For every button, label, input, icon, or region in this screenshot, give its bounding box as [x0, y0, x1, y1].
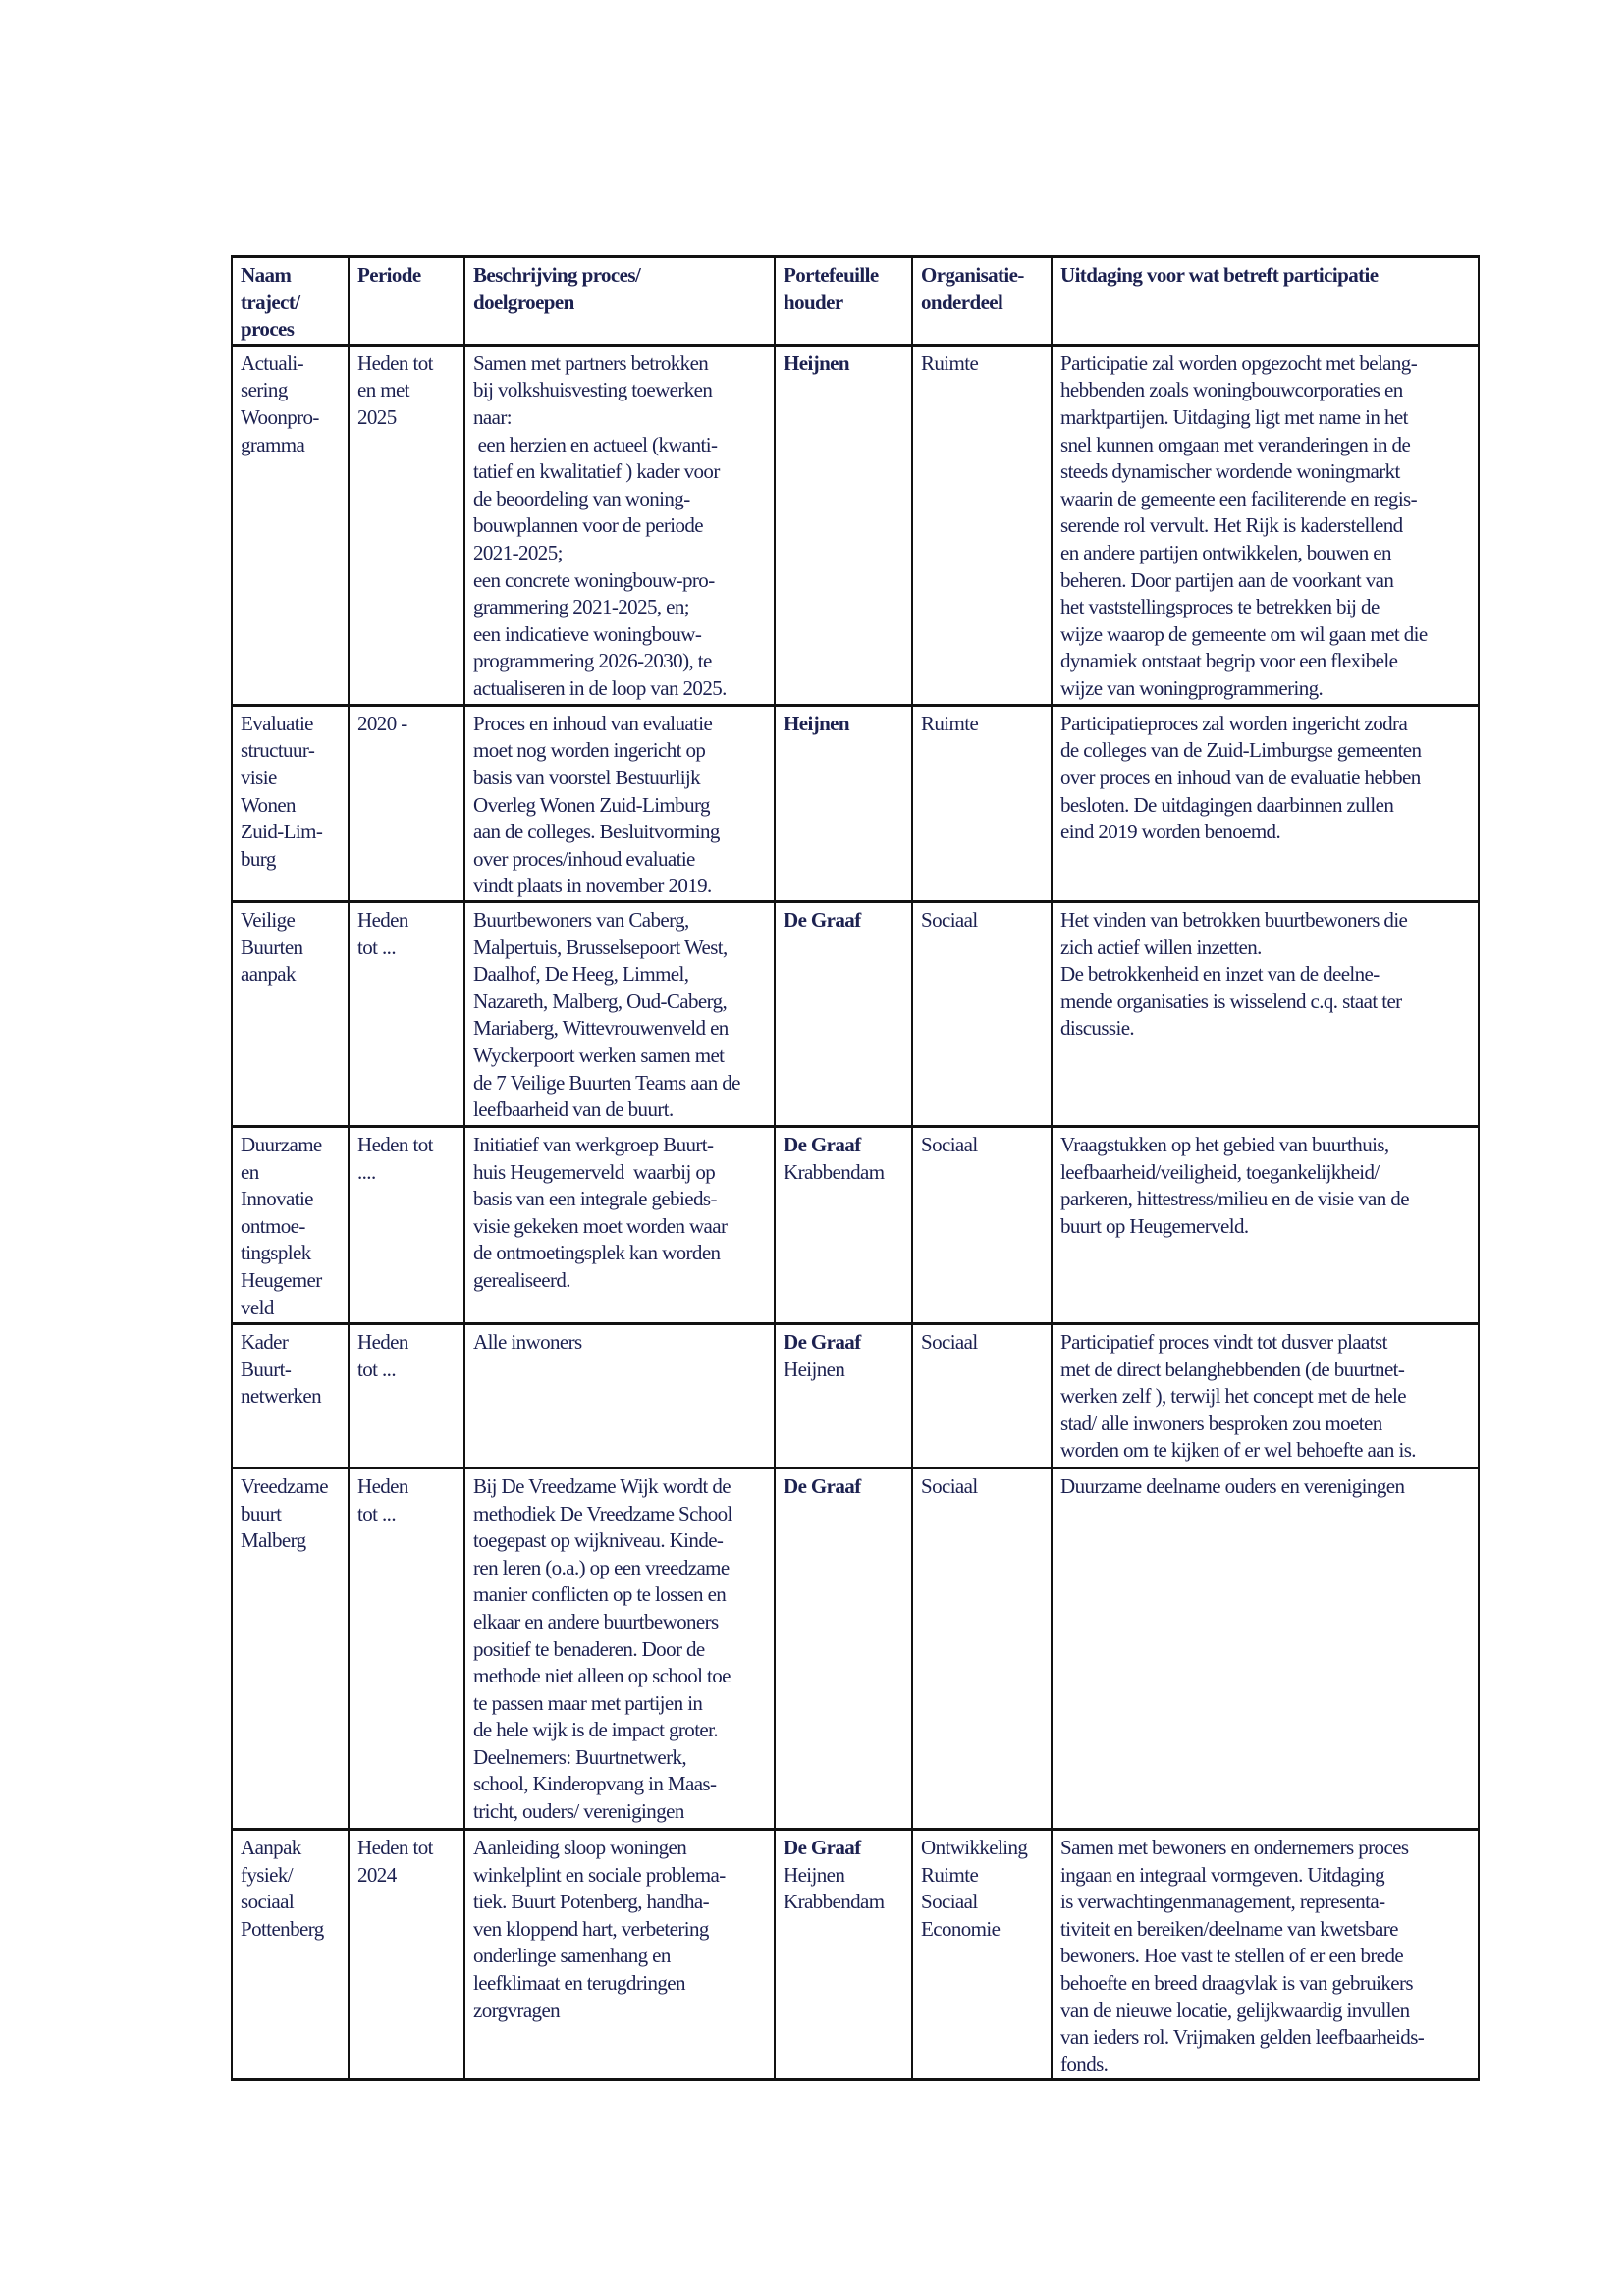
table-row — [232, 1126, 1479, 1323]
cell-beschrijving: Bij De Vreedzame Wijk wordt de methodiek De Vreedzame School toegepast op wijkniveau. Kinde- ren leren (o.a.) op een vreedzame manier conflicten op te lossen en elkaar en andere buurtbewoners positief te benaderen. Door de methode niet alleen op school toe te passen maar met partijen in de hele wijk is de impact groter. Deelnemers: Buurtnetwerk, school, Kinderopvang in Maas- tricht, ouders/ verenigingen — [464, 1468, 775, 1829]
cell-portefeuillehouder — [775, 1829, 912, 2079]
portefeuillehouder-primary: De Graaf — [784, 1329, 861, 1354]
table-row — [232, 1468, 1479, 1829]
cell-organisatieonderdeel: Sociaal — [912, 1126, 1052, 1323]
header-periode: Periode — [349, 257, 464, 346]
cell-uitdaging: Het vinden van betrokken buurtbewoners die zich actief willen inzetten. De betrokkenheid en inzet van de deelne- mende organisaties is wisselend c.q. staat ter discussie. — [1052, 901, 1479, 1126]
portefeuillehouder-primary: Heijnen — [784, 350, 849, 375]
portefeuillehouder-primary: Heijnen — [784, 711, 849, 735]
cell-uitdaging: Vraagstukken op het gebied van buurthuis, leefbaarheid/veiligheid, toegankelijkheid/ parkeren, hittestress/milieu en de visie van de buurt op Heugemerveld. — [1052, 1126, 1479, 1323]
portefeuillehouder-secondary: Krabbendam — [784, 1159, 885, 1184]
cell-beschrijving: Samen met partners betrokken bij volkshuisvesting toewerken naar: een herzien en actueel (kwanti- tatief en kwalitatief ) kader voor de beoordeling van woning- bouwplannen voor de periode 2021-2025; een concrete woningbouw-pro- grammering 2021-2025, en; een indicatieve woningbouw- programmering 2026-2030), te actualiseren in de loop van 2025. — [464, 345, 775, 705]
cell-portefeuillehouder — [775, 345, 912, 705]
portefeuillehouder-primary: De Graaf — [784, 1835, 861, 1859]
cell-portefeuillehouder — [775, 901, 912, 1126]
cell-periode: Heden tot en met 2025 — [349, 345, 464, 705]
cell-naam: Vreedzame buurt Malberg — [232, 1468, 349, 1829]
cell-periode: Heden tot ... — [349, 1323, 464, 1468]
table-row — [232, 901, 1479, 1126]
header-portefeuillehouder: Portefeuille houder — [775, 257, 912, 346]
cell-uitdaging: Duurzame deelname ouders en verenigingen — [1052, 1468, 1479, 1829]
header-beschrijving: Beschrijving proces/ doelgroepen — [464, 257, 775, 346]
cell-organisatieonderdeel: Sociaal — [912, 1468, 1052, 1829]
participation-table — [231, 255, 1480, 2081]
header-naam: Naam traject/ proces — [232, 257, 349, 346]
cell-naam: Veilige Buurten aanpak — [232, 901, 349, 1126]
cell-uitdaging: Samen met bewoners en ondernemers proces ingaan en integraal vormgeven. Uitdaging is verwachtingenmanagement, representa- tiviteit en bereiken/deelname van kwetsbare bewoners. Hoe vast te stellen of er een brede behoefte en breed draagvlak is van gebruikers van de nieuwe locatie, gelijkwaardig invullen van ieders rol. Vrijmaken gelden leefbaarheids- fonds. — [1052, 1829, 1479, 2079]
table-row — [232, 1829, 1479, 2079]
cell-periode: Heden tot ... — [349, 901, 464, 1126]
cell-organisatieonderdeel: Ontwikkeling Ruimte Sociaal Economie — [912, 1829, 1052, 2079]
table-header-row — [232, 257, 1479, 346]
cell-organisatieonderdeel: Ruimte — [912, 345, 1052, 705]
cell-portefeuillehouder — [775, 1468, 912, 1829]
table-row — [232, 1323, 1479, 1468]
cell-organisatieonderdeel: Ruimte — [912, 705, 1052, 901]
cell-naam: Duurzame en Innovatie ontmoe- tingsplek Heugemer veld — [232, 1126, 349, 1323]
cell-organisatieonderdeel: Sociaal — [912, 1323, 1052, 1468]
cell-periode: Heden tot 2024 — [349, 1829, 464, 2079]
portefeuillehouder-primary: De Graaf — [784, 1473, 861, 1498]
cell-naam: Actuali- sering Woonpro- gramma — [232, 345, 349, 705]
cell-beschrijving: Alle inwoners — [464, 1323, 775, 1468]
table-row — [232, 705, 1479, 901]
cell-periode: Heden tot .... — [349, 1126, 464, 1323]
cell-uitdaging: Participatie zal worden opgezocht met belang- hebbenden zoals woningbouwcorporaties en marktpartijen. Uitdaging ligt met name in het snel kunnen omgaan met veranderingen in de steeds dynamischer wordende woningmarkt waarin de gemeente een faciliterende en regis- serende rol vervult. Het Rijk is kaderstellend en andere partijen ontwikkelen, bouwen en beheren. Door partijen aan de voorkant van het vaststellingsproces te betrekken bij de wijze waarop de gemeente om wil gaan met die dynamiek ontstaat begrip voor een flexibele wijze van woningprogrammering. — [1052, 345, 1479, 705]
cell-uitdaging: Participatieproces zal worden ingericht zodra de colleges van de Zuid-Limburgse gemeenten over proces en inhoud van de evaluatie hebben besloten. De uitdagingen daarbinnen zullen eind 2019 worden benoemd. — [1052, 705, 1479, 901]
cell-organisatieonderdeel: Sociaal — [912, 901, 1052, 1126]
portefeuillehouder-primary: De Graaf — [784, 1132, 861, 1156]
cell-beschrijving: Initiatief van werkgroep Buurt- huis Heugemerveld waarbij op basis van een integrale gebieds- visie gekeken moet worden waar de ontmoetingsplek kan worden gerealiseerd. — [464, 1126, 775, 1323]
table-row — [232, 345, 1479, 705]
cell-periode: 2020 - — [349, 705, 464, 901]
cell-beschrijving: Aanleiding sloop woningen winkelplint en sociale problema- tiek. Buurt Potenberg, handha- ven kloppend hart, verbetering onderlinge samenhang en leefklimaat en terugdringen zorgvragen — [464, 1829, 775, 2079]
portefeuillehouder-secondary: Heijnen Krabbendam — [784, 1862, 885, 1914]
cell-periode: Heden tot ... — [349, 1468, 464, 1829]
portefeuillehouder-primary: De Graaf — [784, 907, 861, 932]
cell-uitdaging: Participatief proces vindt tot dusver plaatst met de direct belanghebbenden (de buurtnet- werken zelf ), terwijl het concept met de hele stad/ alle inwoners besproken zou moeten worden om te kijken of er wel behoefte aan is. — [1052, 1323, 1479, 1468]
cell-naam: Evaluatie structuur- visie Wonen Zuid-Lim- burg — [232, 705, 349, 901]
cell-portefeuillehouder — [775, 705, 912, 901]
portefeuillehouder-secondary: Heijnen — [784, 1357, 845, 1381]
cell-portefeuillehouder — [775, 1323, 912, 1468]
cell-beschrijving: Buurtbewoners van Caberg, Malpertuis, Brusselsepoort West, Daalhof, De Heeg, Limmel, Nazareth, Malberg, Oud-Caberg, Mariaberg, Wittevrouwenveld en Wyckerpoort werken samen met de 7 Veilige Buurten Teams aan de leefbaarheid van de buurt. — [464, 901, 775, 1126]
header-organisatieonderdeel: Organisatie- onderdeel — [912, 257, 1052, 346]
cell-portefeuillehouder — [775, 1126, 912, 1323]
cell-naam: Kader Buurt- netwerken — [232, 1323, 349, 1468]
header-uitdaging: Uitdaging voor wat betreft participatie — [1052, 257, 1479, 346]
cell-naam: Aanpak fysiek/ sociaal Pottenberg — [232, 1829, 349, 2079]
cell-beschrijving: Proces en inhoud van evaluatie moet nog worden ingericht op basis van voorstel Bestuurlijk Overleg Wonen Zuid-Limburg aan de colleges. Besluitvorming over proces/inhoud evaluatie vindt plaats in november 2019. — [464, 705, 775, 901]
